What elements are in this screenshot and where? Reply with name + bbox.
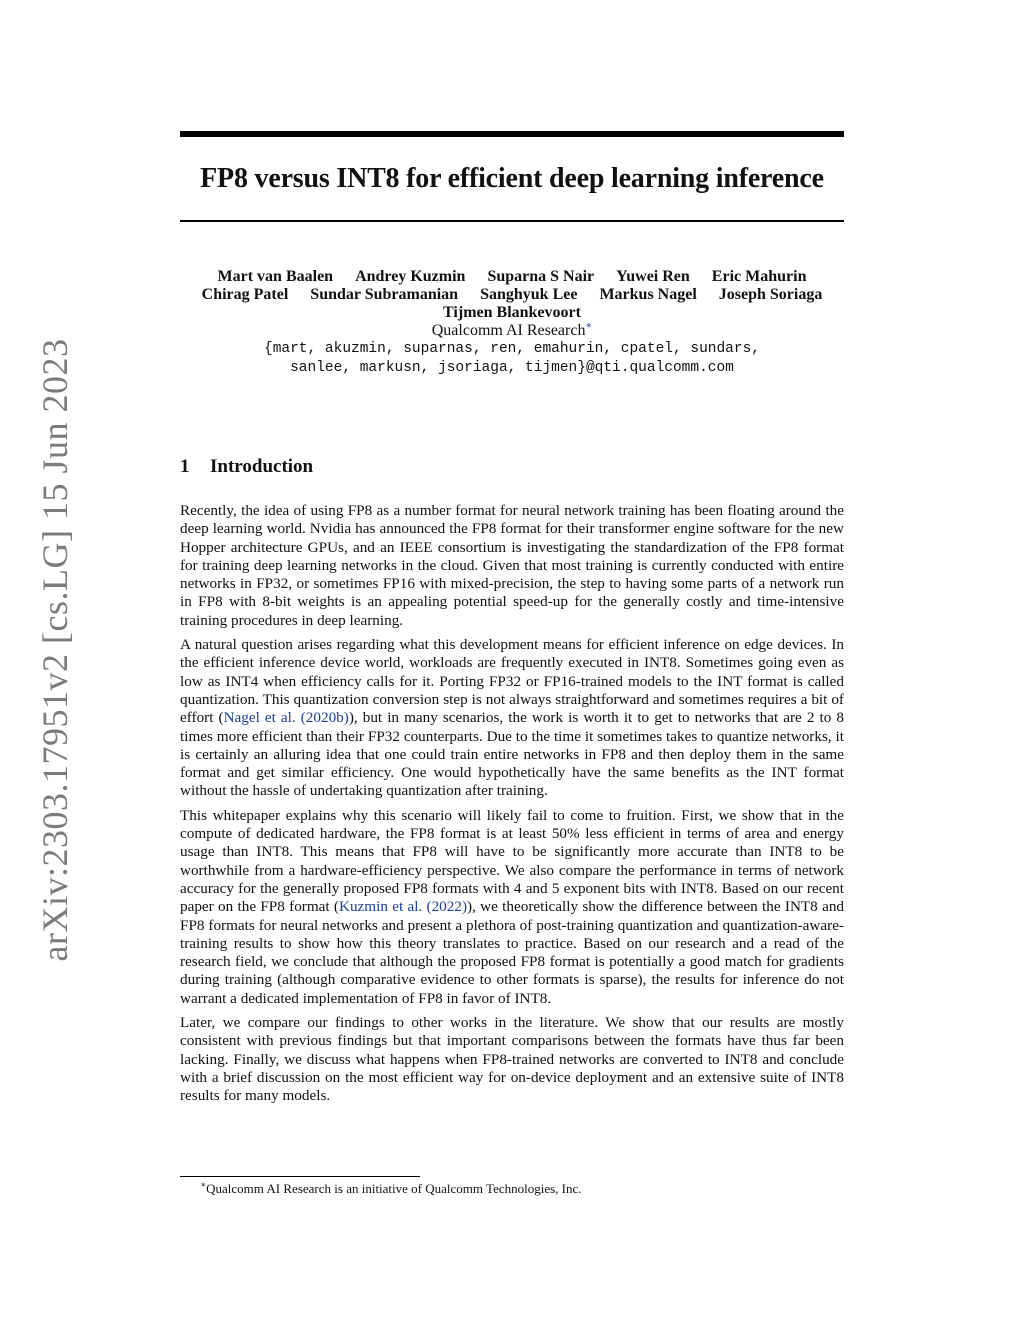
author-line-2 (180, 286, 844, 304)
author-name: Sanghyuk Lee (480, 286, 578, 303)
author-line-1 (180, 268, 844, 286)
affiliation-footnote-mark[interactable]: ∗ (585, 320, 593, 332)
section-heading (180, 455, 313, 479)
author-name: Joseph Soriaga (718, 286, 823, 303)
email-line-2: sanlee, markusn, jsoriaga, tijmen}@qti.qualcomm.com (290, 360, 734, 376)
author-block (180, 268, 844, 378)
paragraph (180, 807, 844, 1008)
arxiv-identifier: arXiv:2303.17951v2 [cs.LG] 15 Jun 2023 (35, 338, 75, 962)
section-body (180, 502, 844, 1112)
section-title: Introduction (210, 456, 314, 477)
citation-link[interactable]: Kuzmin et al. (2022) (338, 898, 468, 916)
footnote-rule (180, 1176, 420, 1177)
author-name: Chirag Patel (201, 286, 289, 303)
citation-link[interactable]: Nagel et al. (2020b) (223, 709, 349, 727)
paragraph-text: A natural question arises regarding what this development means for efficient inference on edge devices. In the efficient inference device world, workloads are frequently executed in INT8. Sometimes going even as low as INT4 when efficiency calls for it. Porting FP32 or FP16-trained models to the INT format is called quantization. This quantization conversion step is not always straightforward and sometimes requires a bit of effort ( (180, 636, 844, 727)
author-line-3 (180, 304, 844, 322)
author-name: Eric Mahurin (711, 268, 807, 285)
author-name: Mart van Baalen (217, 268, 334, 285)
paragraph-text: This whitepaper explains why this scenario will likely fail to come to fruition. First, we show that in the compute of dedicated hardware, the FP8 format is at least 50% less efficient in terms of area and energy usage than INT8. This means that FP8 will have to be significantly more accurate than INT8 to be worthwhile from a hardware-efficiency perspective. We also compare the performance in terms of network accuracy for the generally proposed FP8 formats with 4 and 5 exponent bits with INT8. Based on our recent paper on the FP8 format ( (180, 806, 844, 916)
paragraph (180, 636, 844, 801)
paper-title: FP8 versus INT8 for efficient deep learning inference (200, 163, 824, 194)
author-name: Yuwei Ren (616, 268, 690, 285)
title-rule-bottom (180, 220, 844, 222)
paragraph: Later, we compare our findings to other works in the literature. We show that our results are mostly consistent with previous findings but that important comparisons between the formats have thus far been lacking. Finally, we discuss what happens when FP8-trained networks are converted to INT8 and conclude with a brief discussion on the most efficient way for on-device deployment and an extensive suite of INT8 results for many models. (180, 1014, 844, 1105)
footnote-text: Qualcomm AI Research is an initiative of Qualcomm Technologies, Inc. (206, 1181, 582, 1196)
footnote (200, 1181, 582, 1197)
footnote-mark: ∗ (200, 1179, 207, 1190)
paragraph: Recently, the idea of using FP8 as a number format for neural network training has been floating around the deep learning world. Nvidia has announced the FP8 format for their transformer engine software for the new Hopper architecture GPUs, and an IEEE consortium is investigating the standardization of the FP8 format for training deep learning networks in the cloud. Given that most training is currently conducted with entire networks in FP32, or sometimes FP16 with mixed-precision, the step to having some parts of a network run in FP8 with 8-bit weights is an appealing potential speed-up for the generally costly and time-intensive training procedures in deep learning. (180, 502, 844, 629)
email-line-1: {mart, akuzmin, suparnas, ren, emahurin, cpatel, sundars, (264, 341, 760, 357)
paragraph-text: ), we theoretically show the difference between the INT8 and FP8 formats for neural networks and present a plethora of post-training quantization and quantization-aware-training results to show how this theory translates to practice. Based on our research and a read of the research field, we conclude that although the proposed FP8 format is potentially a good match for gradients during training (although comparative evidence to other formats is sparse), the results for inference do not warrant a dedicated implementation of FP8 in favor of INT8. (180, 898, 845, 1007)
title-rule-top (180, 131, 844, 137)
affiliation-name: Qualcomm AI Research (431, 322, 586, 339)
author-name: Suparna S Nair (487, 268, 595, 285)
section-number: 1 (180, 456, 190, 477)
affiliation (180, 322, 844, 340)
paragraph-text: ), but in many scenarios, the work is worth it to get to networks that are 2 to 8 times more efficient than their FP32 counterparts. Due to the time it sometimes takes to quantize networks, it is certainly an alluring idea that one could train entire networks in FP8 and then deploy them in the same format and get similar efficiency. One would hypothetically have the same benefits as the INT format without the hassle of undertaking quantization after training. (180, 709, 844, 800)
author-name: Markus Nagel (599, 286, 697, 303)
author-name: Andrey Kuzmin (355, 268, 466, 285)
author-name: Sundar Subramanian (310, 286, 459, 303)
author-name: Tijmen Blankevoort (443, 304, 581, 321)
